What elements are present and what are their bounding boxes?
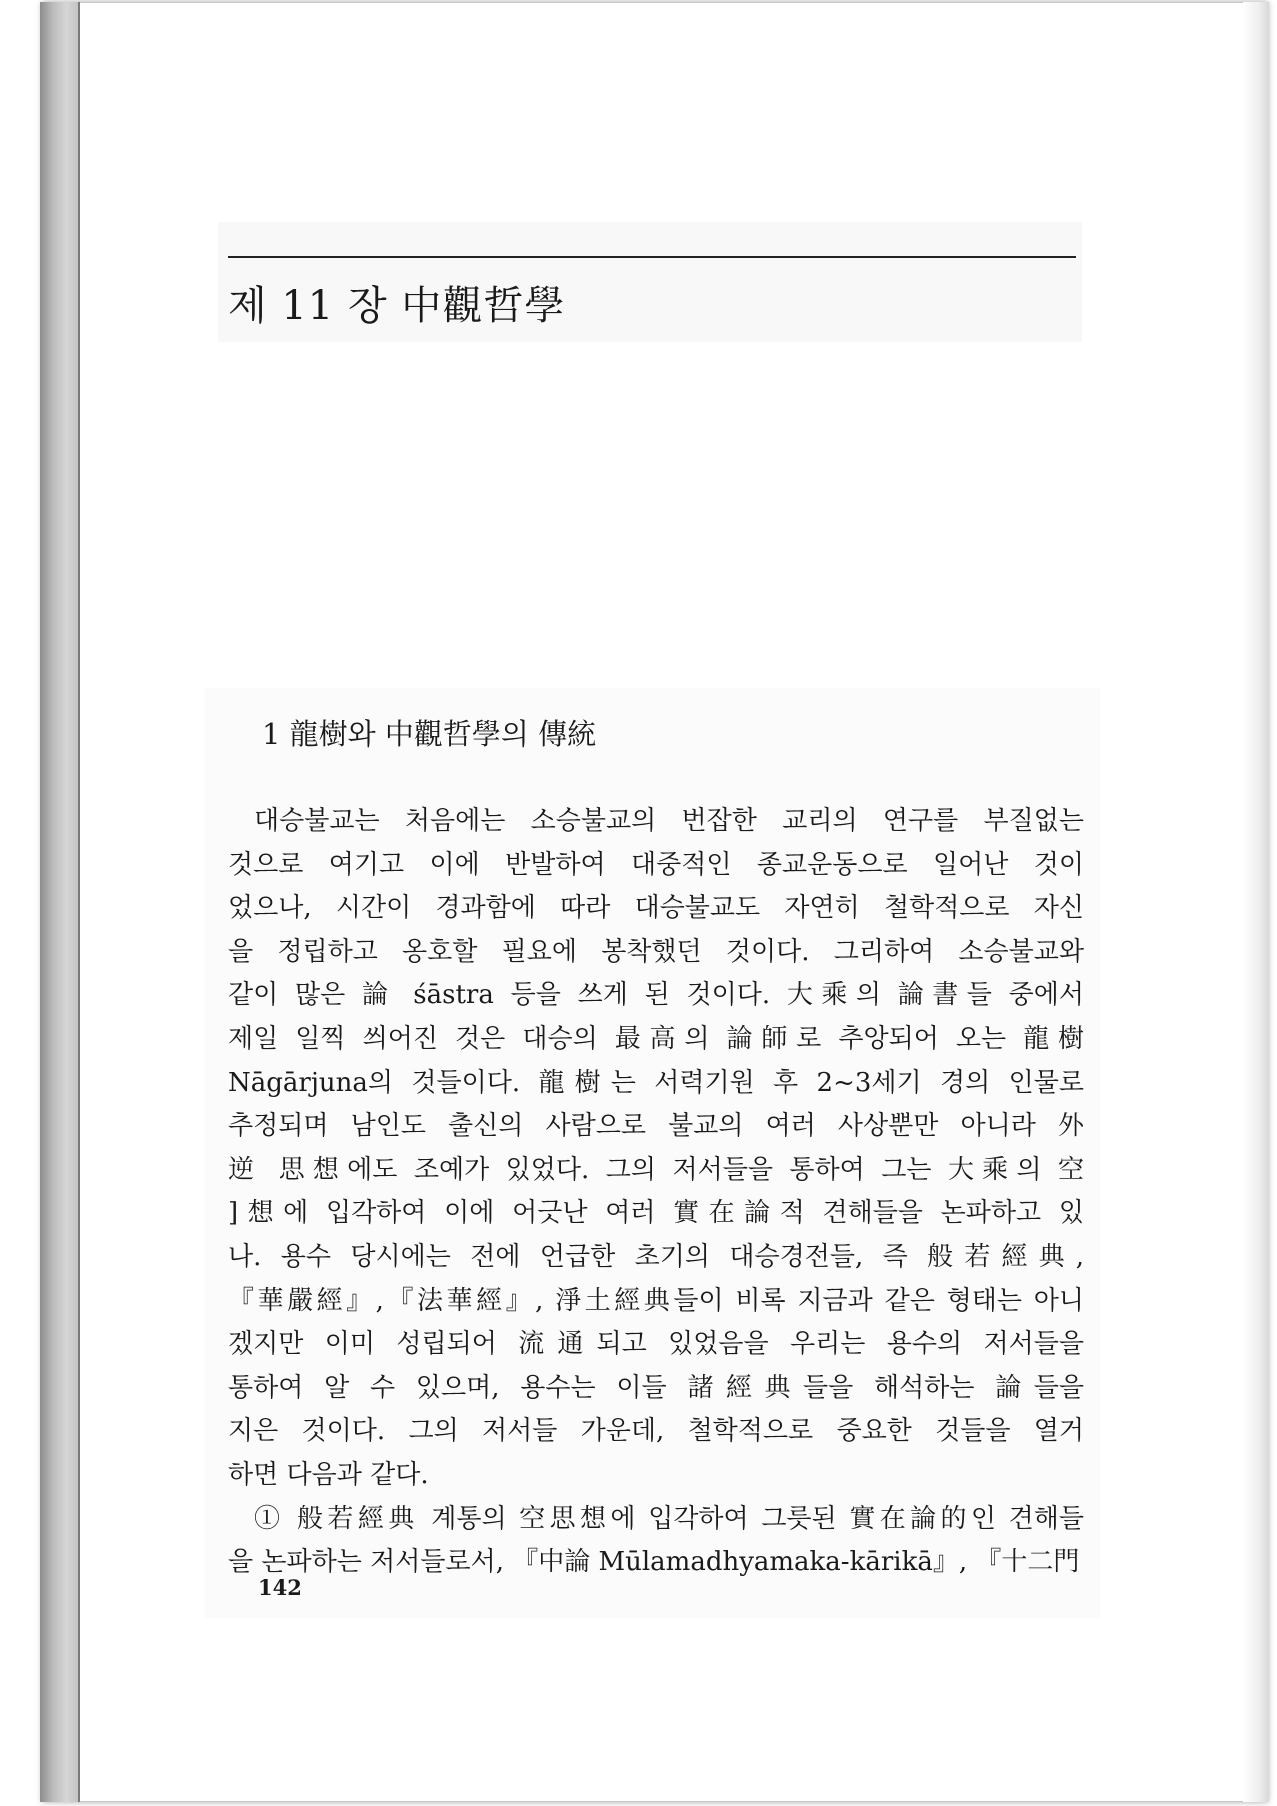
- body-line: ]想에 입각하여 이에 어긋난 여러 實在論적 견해들을 논파하고 있: [228, 1198, 1084, 1229]
- body-line: ① 般若經典 계통의 空思想에 입각하여 그릇된 實在論的인 견해들: [254, 1503, 1084, 1534]
- body-line: 을 논파하는 저서들로서, 『中論 Mūlamadhyamaka-kārikā』, 『十二門: [228, 1547, 1080, 1578]
- section-title: 1 龍樹와 中觀哲學의 傳統: [262, 717, 597, 751]
- body-line: 지은 것이다. 그의 저서들 가운데, 철학적으로 중요한 것들을 열거: [228, 1416, 1084, 1447]
- body-line: 제일 일찍 씌어진 것은 대승의 最高의 論師로 추앙되어 오는 龍樹: [228, 1023, 1084, 1054]
- body-line: 하면 다음과 같다.: [228, 1459, 429, 1490]
- chapter-title: 제 11 장 中觀哲學: [228, 283, 566, 329]
- body-line: 것으로 여기고 이에 반발하여 대중적인 종교운동으로 일어난 것이: [228, 849, 1084, 880]
- body-line: 겠지만 이미 성립되어 流通되고 있었음을 우리는 용수의 저서들을: [228, 1329, 1084, 1360]
- body-line: 추정되며 남인도 출신의 사람으로 불교의 여러 사상뿐만 아니라 外: [228, 1111, 1084, 1142]
- body-line: 나. 용수 당시에는 전에 언급한 초기의 대승경전들, 즉 般若經典,: [228, 1241, 1084, 1272]
- body-line: 같이 많은 論 śāstra 등을 쓰게 된 것이다. 大乘의 論書들 중에서: [228, 980, 1084, 1011]
- body-line: 통하여 알 수 있으며, 용수는 이들 諸經典들을 해석하는 論들을: [228, 1372, 1084, 1403]
- book-spine-edge: [40, 2, 80, 1802]
- body-line: 을 정립하고 옹호할 필요에 봉착했던 것이다. 그리하여 소승불교와: [228, 936, 1084, 967]
- chapter-rule: [228, 256, 1076, 258]
- page-fore-edge: [1243, 2, 1269, 1802]
- page-number: 142: [258, 1575, 302, 1600]
- body-line: 逆 思想에도 조예가 있었다. 그의 저서들을 통하여 그는 大乘의 空: [228, 1154, 1084, 1185]
- body-text: [228, 800, 1084, 1585]
- body-line: 었으나, 시간이 경과함에 따라 대승불교도 자연히 철학적으로 자신: [228, 893, 1084, 924]
- body-line: 대승불교는 처음에는 소승불교의 번잡한 교리의 연구를 부질없는: [254, 806, 1084, 836]
- body-line: Nāgārjuna의 것들이다. 龍樹는 서력기원 후 2~3세기 경의 인물로: [228, 1067, 1084, 1098]
- body-line: 『華嚴經』,『法華經』, 淨土經典들이 비록 지금과 같은 형태는 아니: [228, 1285, 1084, 1316]
